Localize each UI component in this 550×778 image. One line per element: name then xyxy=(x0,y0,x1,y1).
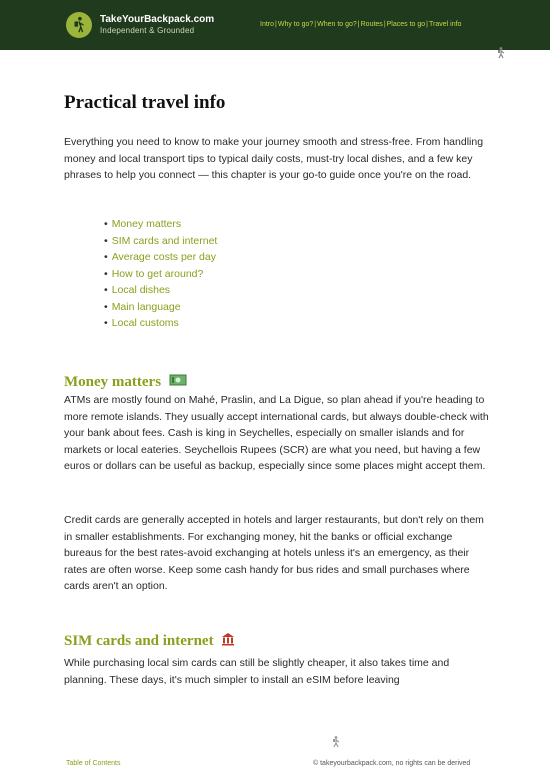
toc-link-getting-around[interactable]: • How to get around? xyxy=(104,266,217,283)
intro-paragraph: Everything you need to know to make your journey smooth and stress-free. From handling money and local transport tips to typical daily costs, must-try local dishes, and a few key phrases to help you connect — this chapter is your go-to guide once you're on the road. xyxy=(64,136,484,181)
toc-link-main-language[interactable]: • Main language xyxy=(104,299,217,316)
section-heading-money xyxy=(64,373,187,392)
chapter-contents-list xyxy=(104,216,217,332)
backpacker-logo-icon[interactable] xyxy=(66,12,92,38)
nav-link-when[interactable]: When to go? xyxy=(317,21,357,28)
toc-link-local-customs[interactable]: • Local customs xyxy=(104,315,217,332)
page-title: Practical travel info xyxy=(64,92,226,113)
money-paragraph-2: Credit cards are generally accepted in hotels and larger restaurants, but don't rely on them in smaller establishments. For exchanging money, hit the banks or official exchange bureaus for the best rates-avoid exchanging at hotels unless it's an emergency, as their rates are often worse. Keep some cash handy for bus rides and small purchases where cards aren't an option. xyxy=(64,514,484,592)
page-header xyxy=(0,0,550,50)
nav-link-routes[interactable]: Routes xyxy=(360,21,383,28)
banknote-icon xyxy=(169,373,187,392)
copyright-notice: © takeyourbackpack.com, no rights can be derived xyxy=(313,760,471,767)
toc-link-sim-cards[interactable]: • SIM cards and internet xyxy=(104,233,217,250)
brand-tagline: Independent & Grounded xyxy=(100,26,195,35)
table-of-contents-link[interactable]: Table of Contents xyxy=(66,760,121,767)
nav-link-travel-info[interactable]: Travel info xyxy=(429,21,462,28)
hiker-icon xyxy=(496,47,506,59)
brand-name[interactable]: TakeYourBackpack.com xyxy=(100,14,215,25)
section-title-money: Money matters xyxy=(64,373,162,390)
section-heading-sim xyxy=(64,632,235,651)
toc-link-money-matters[interactable]: • Money matters xyxy=(104,216,217,233)
money-paragraph-1: ATMs are mostly found on Mahé, Praslin, and La Digue, so plan ahead if you're heading to more remote islands. They usually accept international cards, but always double-check with your bank about fees. Cash is king in Seychelles, especially on smaller islands and for markets or local eateries. Seychellois Rupees (SCR) are what you need, but having a few euros or dollars can be useful as backup, especially since some places might accept them. xyxy=(64,394,489,472)
top-nav: Intro|Why to go?|When to go?|Routes|Places to go|Travel info xyxy=(260,21,462,28)
nav-link-intro[interactable]: Intro xyxy=(260,21,275,28)
bank-building-icon xyxy=(221,632,235,651)
nav-link-why[interactable]: Why to go? xyxy=(277,21,314,28)
hiker-icon xyxy=(331,736,341,748)
section-title-sim: SIM cards and internet xyxy=(64,632,214,649)
sim-paragraph-1: While purchasing local sim cards can still be slightly cheaper, it also takes time and planning. These days, it's much simpler to install an eSIM before leaving xyxy=(64,657,450,686)
toc-link-average-costs[interactable]: • Average costs per day xyxy=(104,249,217,266)
toc-link-local-dishes[interactable]: • Local dishes xyxy=(104,282,217,299)
hiker-icon xyxy=(70,16,88,34)
nav-link-places[interactable]: Places to go xyxy=(386,21,426,28)
